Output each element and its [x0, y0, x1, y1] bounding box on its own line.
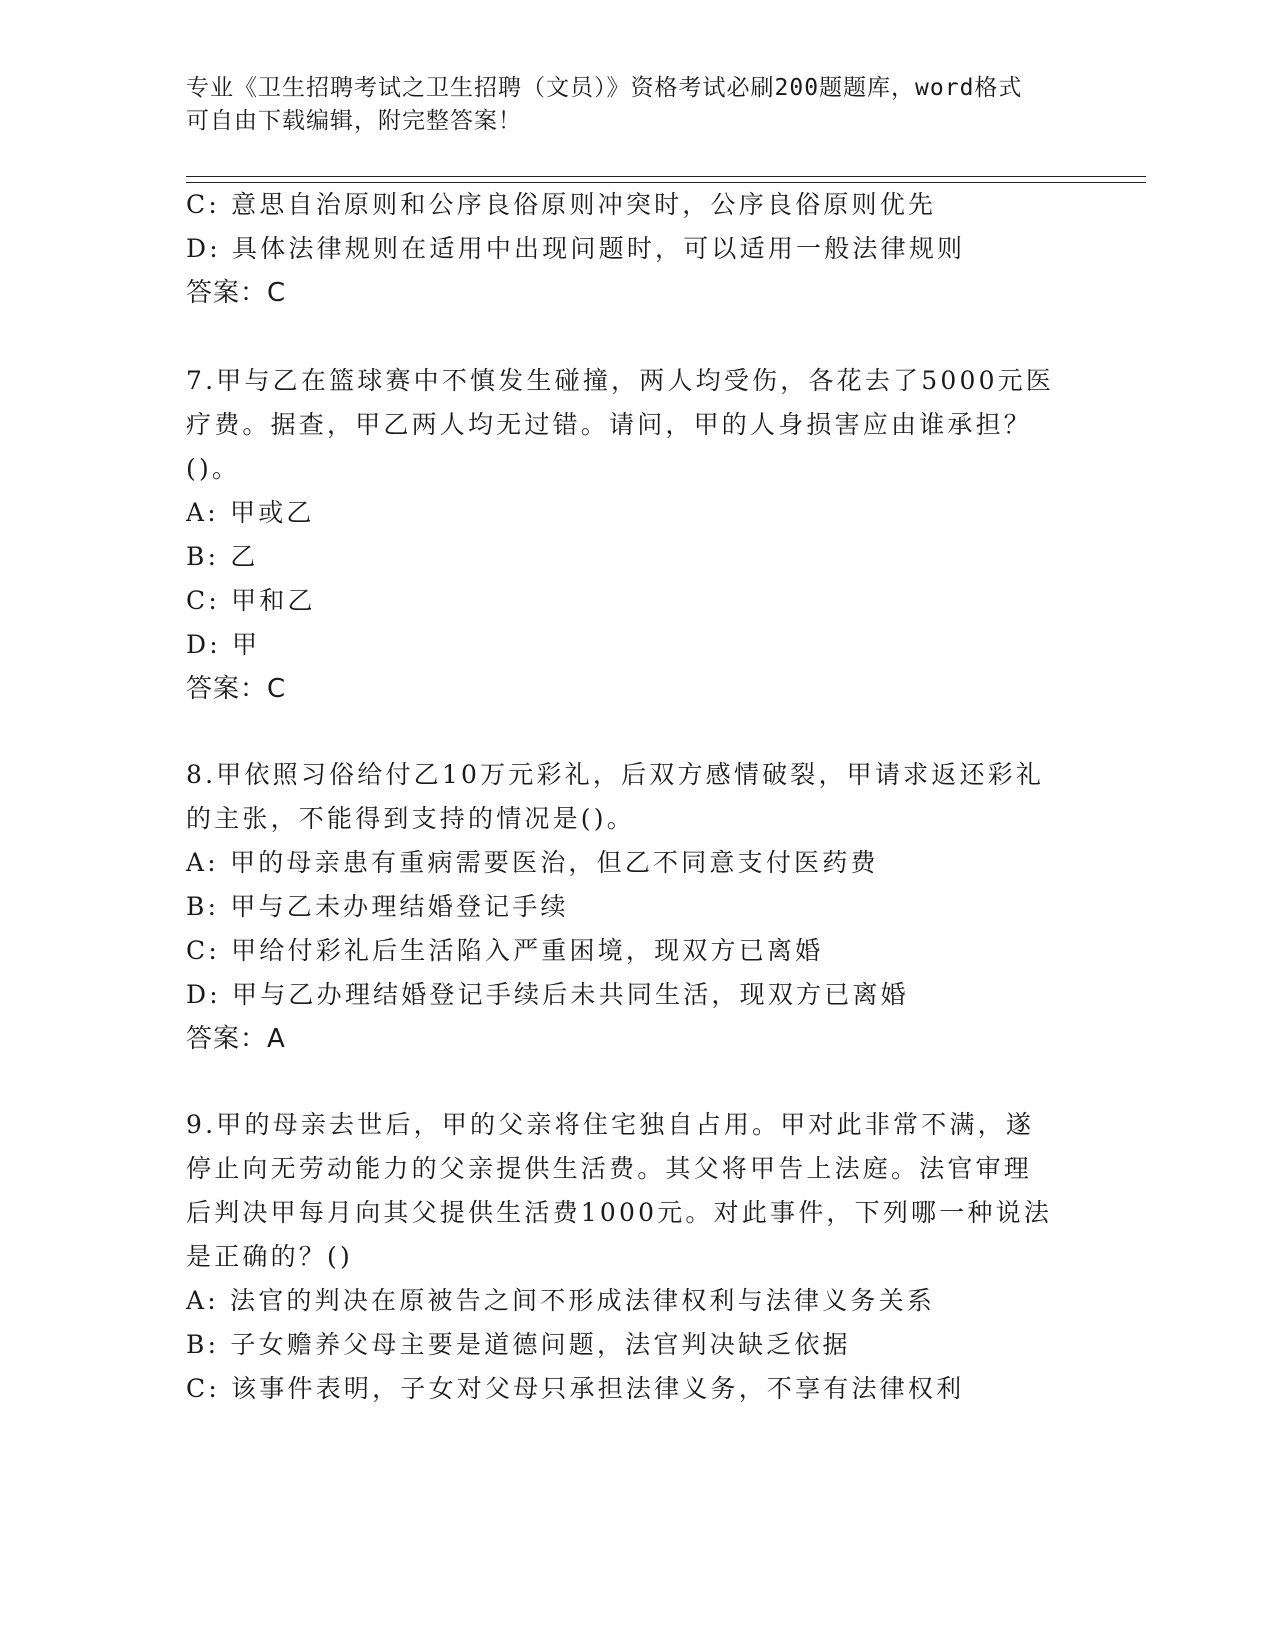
header-divider-bottom: [186, 182, 1146, 183]
q7-option-c: C: 甲和乙: [186, 586, 316, 615]
q7-stem-line-3: ()。: [186, 454, 241, 483]
header-line-1: 专业《卫生招聘考试之卫生招聘（文员）》资格考试必刷200题题库，word格式: [186, 75, 1023, 101]
q7-option-a: A: 甲或乙: [186, 498, 315, 527]
header-line-2: 可自由下载编辑，附完整答案！: [186, 108, 522, 134]
q9-stem-line-2: 停止向无劳动能力的父亲提供生活费。其父将甲告上法庭。法官审理: [186, 1154, 1033, 1183]
prev-option-d: D: 具体法律规则在适用中出现问题时，可以适用一般法律规则: [186, 234, 966, 263]
q7-stem-line-2: 疗费。据查，甲乙两人均无过错。请问，甲的人身损害应由谁承担？: [186, 410, 1033, 439]
document-header: [186, 72, 1086, 138]
q8-option-a: A: 甲的母亲患有重病需要医治，但乙不同意支付医药费: [186, 848, 879, 877]
q8-option-c: C: 甲给付彩礼后生活陷入严重困境，现双方已离婚: [186, 936, 824, 965]
q8-stem-line-2: 的主张，不能得到支持的情况是()。: [186, 804, 635, 833]
prev-answer: 答案：C: [186, 278, 287, 308]
q8-answer: 答案：A: [186, 1024, 286, 1054]
q7-answer: 答案：C: [186, 674, 287, 704]
q9-stem-line-4: 是正确的？(): [186, 1242, 353, 1271]
header-divider-top: [186, 176, 1146, 177]
q8-option-b: B: 甲与乙未办理结婚登记手续: [186, 892, 569, 921]
q8-option-d: D: 甲与乙办理结婚登记手续后未共同生活，现双方已离婚: [186, 980, 909, 1009]
q7-option-b: B: 乙: [186, 542, 259, 571]
q9-option-a: A: 法官的判决在原被告之间不形成法律权利与法律义务关系: [186, 1286, 936, 1315]
q8-stem-line-1: 8.甲依照习俗给付乙10万元彩礼，后双方感情破裂，甲请求返还彩礼: [186, 760, 1045, 789]
q9-stem-line-1: 9.甲的母亲去世后，甲的父亲将住宅独自占用。甲对此非常不满，遂: [186, 1110, 1035, 1139]
q9-option-c: C: 该事件表明，子女对父母只承担法律义务，不享有法律权利: [186, 1374, 965, 1403]
q7-option-d: D: 甲: [186, 630, 261, 659]
q9-stem-line-3: 后判决甲每月向其父提供生活费1000元。对此事件，下列哪一种说法: [186, 1198, 1053, 1227]
q9-option-b: B: 子女赡养父母主要是道德问题，法官判决缺乏依据: [186, 1330, 851, 1359]
prev-option-c: C: 意思自治原则和公序良俗原则冲突时，公序良俗原则优先: [186, 190, 937, 219]
q7-stem-line-1: 7.甲与乙在篮球赛中不慎发生碰撞，两人均受伤，各花去了5000元医: [186, 366, 1055, 395]
